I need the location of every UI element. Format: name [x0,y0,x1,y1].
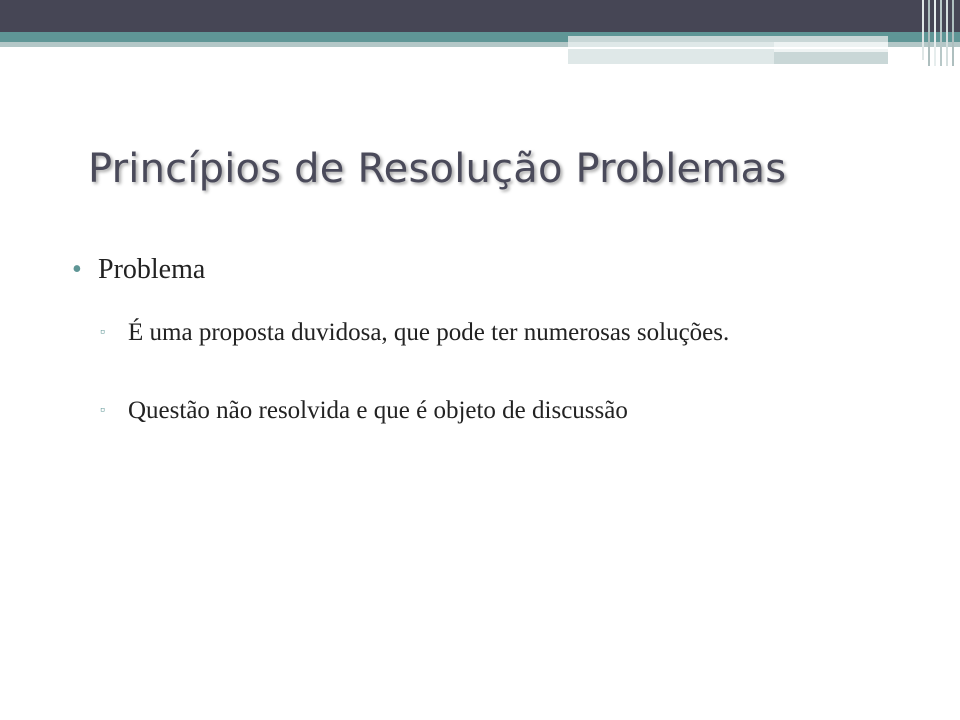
stripe [946,0,948,66]
header-corner-stripes [920,0,960,66]
stripe [934,0,936,66]
header-dark-band [0,0,960,32]
slide-body [72,250,912,428]
sub-bullet-item [72,394,912,428]
bullet-marker: • [72,254,82,285]
stripe [928,0,930,66]
header-tab-panel [568,42,774,64]
stripe [952,0,954,66]
stripe [922,0,924,60]
stripe [940,0,942,66]
bullet-item [72,250,912,290]
sub-bullet-marker: ▫ [100,325,105,340]
sub-bullet-marker: ▫ [100,403,105,418]
bullet-text: Problema [98,254,206,285]
sub-bullet-text: É uma proposta duvidosa, que pode ter numerosas soluções. [128,319,730,346]
slide-title: Princípios de Resolução Problemas [88,146,787,192]
header-tab-line [568,47,888,49]
sub-bullet-item [72,316,912,350]
sub-bullet-text: Questão não resolvida e que é objeto de discussão [128,397,628,424]
